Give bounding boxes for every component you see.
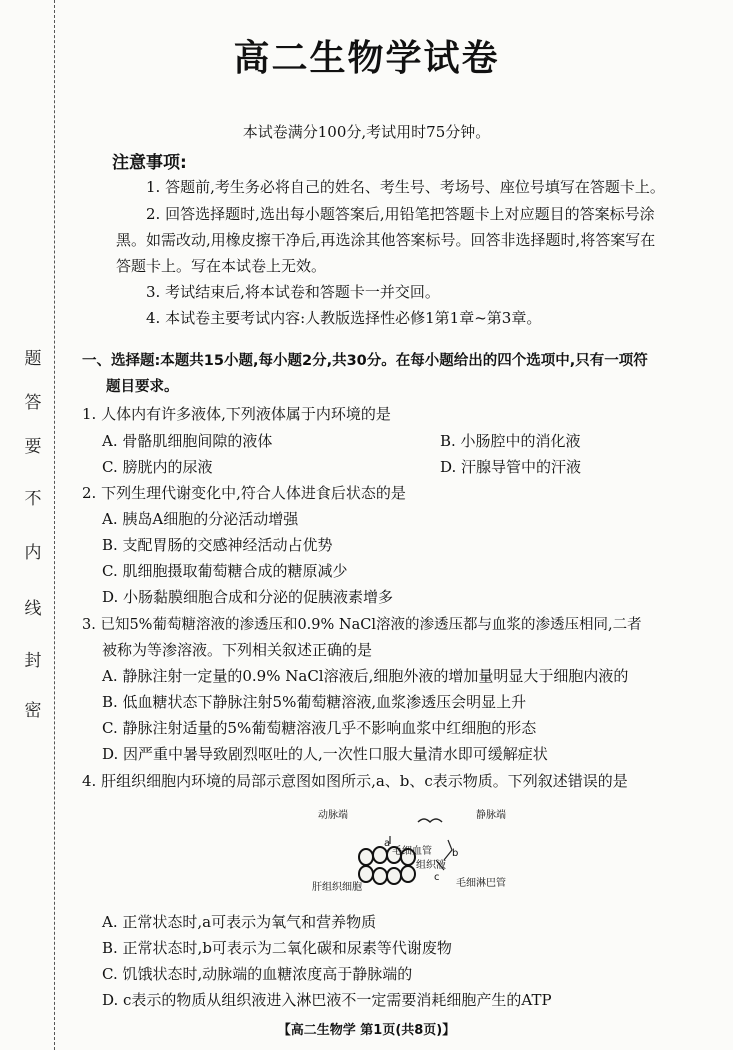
binding-line (54, 0, 55, 1050)
notice-line: 4. 本试卷主要考试内容:人教版选择性必修1第1章~第3章。 (146, 309, 542, 327)
label-lymph-capillary: 毛细淋巴管 (456, 878, 506, 889)
question-stem: 3. 已知5%葡萄糖溶液的渗透压和0.9% NaCl溶液的渗透压都与血浆的渗透压相同,二者 (82, 617, 642, 633)
page-title: 高二生物学试卷 (233, 38, 500, 79)
question-stem: 1. 人体内有许多液体,下列液体属于内环境的是 (82, 405, 391, 423)
notice-line: 1. 答题前,考生务必将自己的姓名、考生号、考场号、座位号填写在答题卡上。 (146, 178, 665, 196)
binding-char: 线 (24, 599, 42, 619)
binding-char: 不 (24, 489, 42, 509)
notice-heading: 注意事项: (112, 153, 187, 173)
question-stem-cont: 被称为等渗溶液。下列相关叙述正确的是 (102, 641, 373, 659)
binding-char: 答 (24, 393, 42, 413)
option-c: C. 饥饿状态时,动脉端的血糖浓度高于静脉端的 (102, 965, 413, 983)
option-d: D. 小肠黏膜细胞合成和分泌的促胰液素增多 (102, 588, 394, 606)
capillary-mark (418, 819, 442, 822)
label-artery-end: 动脉端 (318, 810, 348, 821)
label-c: c (434, 872, 440, 883)
binding-char: 封 (24, 651, 42, 671)
option-b: B. 支配胃肠的交感神经活动占优势 (102, 536, 333, 554)
option-b: B. 小肠腔中的消化液 (440, 432, 581, 450)
option-a: A. 胰岛A细胞的分泌活动增强 (102, 510, 299, 528)
option-b: B. 正常状态时,b可表示为二氧化碳和尿素等代谢废物 (102, 939, 452, 957)
question-stem: 2. 下列生理代谢变化中,符合人体进食后状态的是 (82, 484, 406, 502)
option-b: B. 低血糖状态下静脉注射5%葡萄糖溶液,血浆渗透压会明显上升 (102, 693, 527, 711)
binding-char: 题 (24, 349, 42, 369)
label-b: b (452, 848, 459, 859)
binding-char: 要 (24, 437, 42, 457)
label-a: a (384, 838, 391, 849)
label-liver-cell: 肝组织细胞 (312, 882, 362, 893)
option-d: D. c表示的物质从组织液进入淋巴液不一定需要消耗细胞产生的ATP (102, 991, 552, 1009)
option-c: C. 肌细胞摄取葡萄糖合成的糖原减少 (102, 562, 348, 580)
section-heading-cont: 题目要求。 (106, 379, 179, 395)
notice-line: 答题卡上。写在本试卷上无效。 (116, 257, 327, 275)
option-d: D. 因严重中暑导致剧烈呕吐的人,一次性口服大量清水即可缓解症状 (102, 745, 548, 763)
option-a: A. 正常状态时,a可表示为氧气和营养物质 (102, 913, 377, 931)
question-stem: 4. 肝组织细胞内环境的局部示意图如图所示,a、b、c表示物质。下列叙述错误的是 (82, 772, 628, 790)
option-a: A. 静脉注射一定量的0.9% NaCl溶液后,细胞外液的增加量明显大于细胞内液的 (102, 667, 629, 685)
option-c: C. 膀胱内的尿液 (102, 458, 213, 476)
exam-info: 本试卷满分100分,考试用时75分钟。 (242, 123, 491, 141)
page-footer: 【高二生物学 第1页(共8页)】 (277, 1023, 456, 1038)
label-vein-end: 静脉端 (476, 810, 506, 821)
binding-char: 密 (24, 701, 42, 721)
notice-line: 3. 考试结束后,将本试卷和答题卡一并交回。 (146, 283, 440, 301)
notice-line: 黑。如需改动,用橡皮擦干净后,再选涂其他答案标号。回答非选择题时,将答案写在 (116, 231, 656, 249)
section-heading: 一、选择题:本题共15小题,每小题2分,共30分。在每小题给出的四个选项中,只有一项符 (82, 353, 648, 369)
label-tissue-fluid: 组织液 (416, 860, 446, 871)
option-c: C. 静脉注射适量的5%葡萄糖溶液几乎不影响血浆中红细胞的形态 (102, 719, 537, 737)
option-a: A. 骨骼肌细胞间隙的液体 (102, 432, 273, 450)
liver-tissue-diagram (300, 800, 540, 900)
binding-char: 内 (24, 543, 42, 563)
label-capillary: 毛细血管 (392, 846, 432, 857)
option-d: D. 汗腺导管中的汗液 (440, 458, 582, 476)
notice-line: 2. 回答选择题时,选出每小题答案后,用铅笔把答题卡上对应题目的答案标号涂 (146, 205, 655, 223)
